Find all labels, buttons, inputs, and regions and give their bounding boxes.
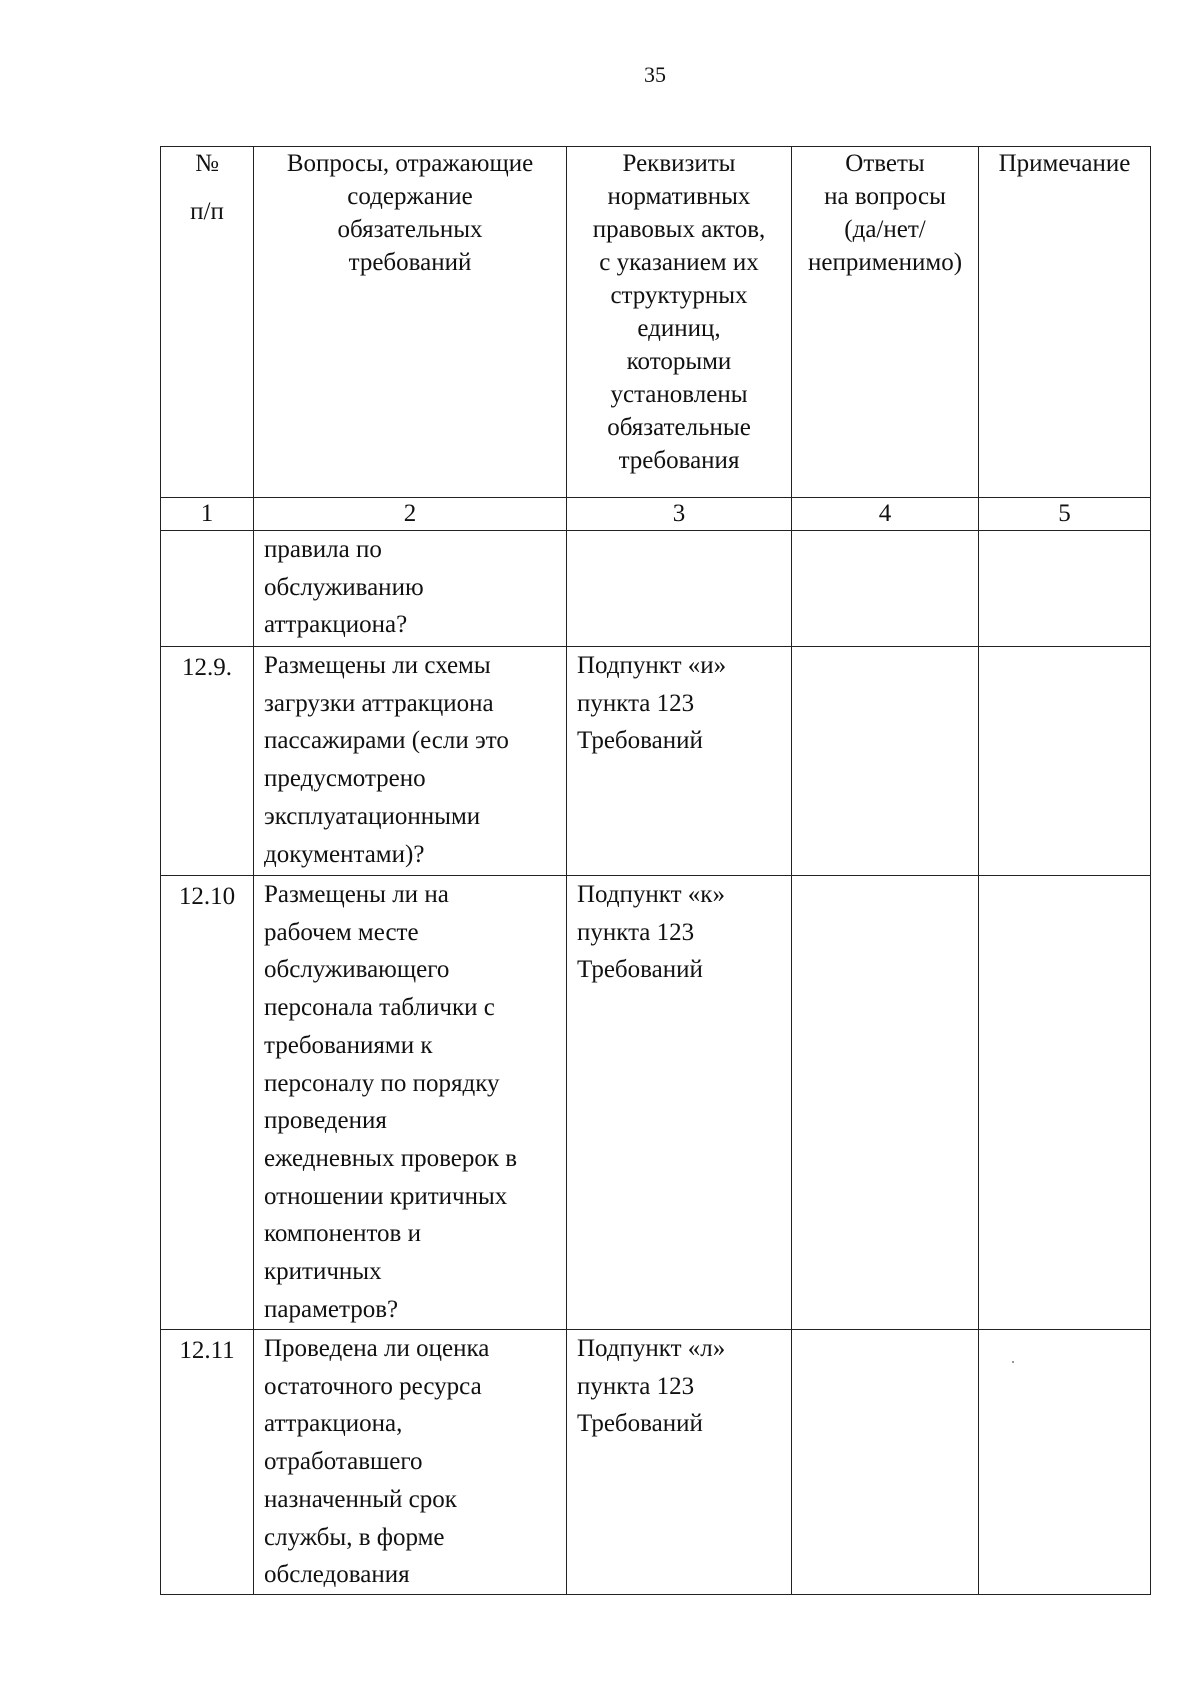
header-number-sign: № [195,150,219,177]
question-line: параметров? [264,1295,399,1323]
question-line: компонентов и [264,1220,421,1248]
table-header-row [161,147,1151,498]
question-line: обслуживающего [264,956,450,984]
header-questions [254,147,567,498]
row-question [254,647,567,876]
row-answer [792,531,979,647]
header-line: обязательные [607,414,751,441]
question-line: обследования [264,1561,410,1589]
reference-line: пункта 123 [577,1372,695,1400]
header-line: которыми [626,348,732,375]
header-number-sub: п/п [190,198,224,225]
row-number: 12.11 [161,1330,254,1595]
header-line: с указанием их [599,249,759,276]
reference-line: пункта 123 [577,918,695,946]
reference-line: Подпункт «и» [577,652,727,679]
question-line: рабочем месте [264,918,419,946]
question-line: эксплуатационными [264,802,481,830]
table-row [161,1330,1151,1595]
question-line: Размещены ли схемы [264,652,491,679]
row-note [979,647,1151,876]
header-line: требований [348,249,472,276]
header-line: нормативных [607,183,751,210]
column-number: 2 [254,498,567,531]
row-number: 12.10 [161,876,254,1330]
table-row [161,647,1151,876]
question-line: аттракциона? [264,611,408,639]
reference-line: Требований [577,1410,703,1438]
header-note [979,147,1151,498]
question-line: критичных [264,1258,382,1286]
row-note [979,531,1151,647]
header-line: (да/нет/ [844,216,926,243]
row-answer [792,1330,979,1595]
header-references [567,147,792,498]
header-line: на вопросы [824,183,946,210]
question-line: проведения [264,1107,387,1135]
question-line: обслуживанию [264,573,424,601]
row-note [979,876,1151,1330]
header-answers [792,147,979,498]
column-number: 5 [979,498,1151,531]
header-line: обязательных [337,216,483,243]
question-line: ежедневных проверок в [264,1144,518,1172]
reference-line: Требований [577,727,703,755]
checklist-table [160,146,1151,1595]
question-line: требованиями к [264,1031,433,1059]
scan-speck [1012,1361,1014,1363]
row-reference [567,647,792,876]
header-number [161,147,254,498]
column-number: 3 [567,498,792,531]
question-line: службы, в форме [264,1523,445,1551]
header-line: Вопросы, отражающие [286,150,534,177]
header-line: содержание [347,183,473,210]
question-line: Размещены ли на [264,881,449,908]
question-line: документами)? [264,840,425,868]
question-line: остаточного ресурса [264,1372,482,1400]
question-line: персонала таблички с [264,994,495,1022]
row-reference [567,876,792,1330]
page-number: 35 [644,62,666,87]
question-line: аттракциона, [264,1410,403,1438]
question-line: предусмотрено [264,765,426,793]
row-note [979,1330,1151,1595]
reference-line: пункта 123 [577,689,695,717]
row-reference [567,1330,792,1595]
column-number: 1 [161,498,254,531]
row-answer [792,647,979,876]
reference-line: Подпункт «л» [577,1335,726,1362]
question-line: загрузки аттракциона [264,689,494,717]
column-number-row [161,498,1151,531]
header-line: единиц, [637,315,721,342]
header-line: правовых актов, [592,216,766,243]
header-line: установлены [610,381,748,408]
question-line: отработавшего [264,1448,423,1476]
header-line: неприменимо) [807,249,963,276]
table-row [161,876,1151,1330]
question-line: Проведена ли оценка [264,1335,490,1362]
header-line: Ответы [845,150,925,177]
reference-line: Требований [577,956,703,984]
question-line: пассажирами (если это [264,727,509,755]
question-line: назначенный срок [264,1485,457,1513]
row-question [254,1330,567,1595]
question-line: правила по [264,536,382,563]
row-reference [567,531,792,647]
row-answer [792,876,979,1330]
table-row [161,531,1151,647]
column-number: 4 [792,498,979,531]
row-number: 12.9. [161,647,254,876]
question-line: персоналу по порядку [264,1069,500,1097]
header-line: Примечание [998,150,1131,177]
header-line: структурных [610,282,748,309]
header-line: требования [618,447,740,474]
reference-line: Подпункт «к» [577,881,725,908]
row-question [254,876,567,1330]
header-line: Реквизиты [622,150,736,177]
question-line: отношении критичных [264,1182,508,1210]
row-question [254,531,567,647]
row-number [161,531,254,647]
